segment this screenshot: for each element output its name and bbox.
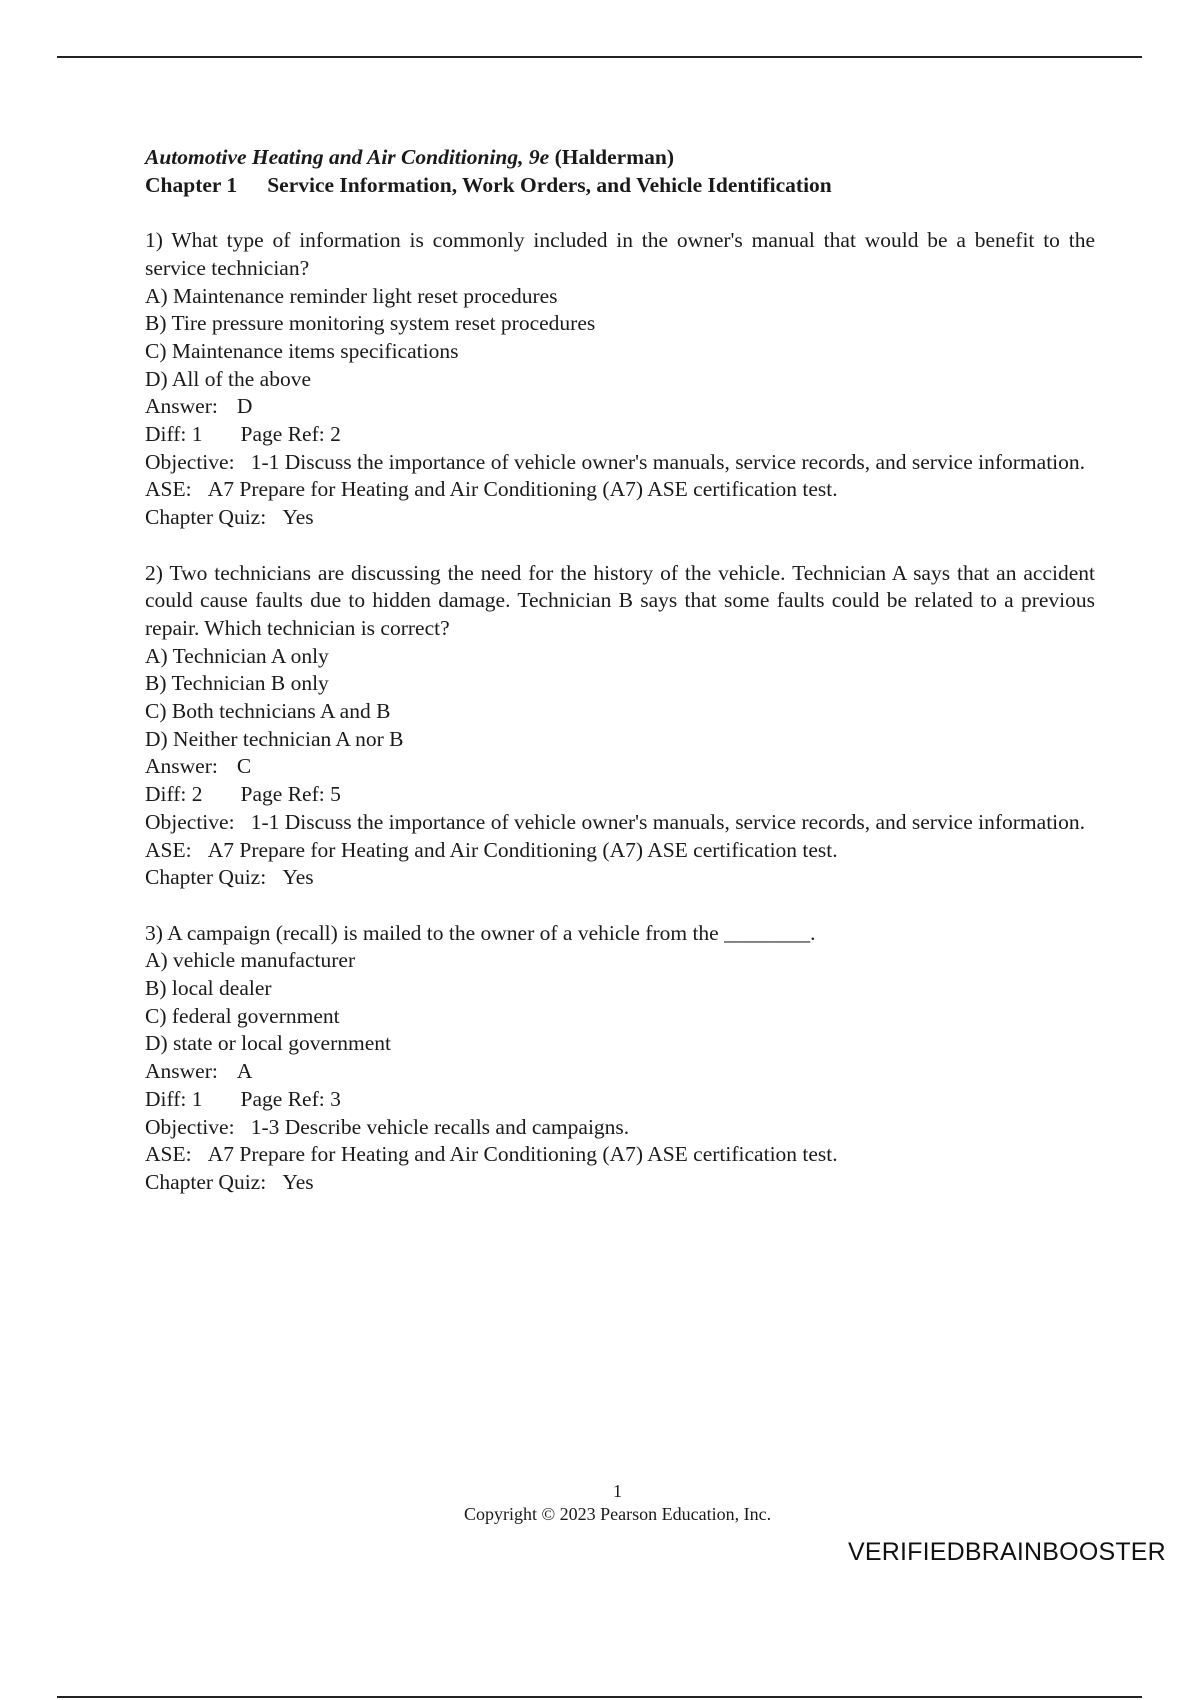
book-author: (Halderman) bbox=[554, 145, 674, 169]
quiz-value: Yes bbox=[282, 865, 314, 890]
page-ref: Page Ref: 5 bbox=[240, 782, 341, 807]
difficulty: Diff: 1 bbox=[145, 1086, 203, 1111]
question-text: 1) What type of information is commonly included in the owner's manual that would be a benefit to the service technician? bbox=[145, 228, 1095, 280]
quiz-label: Chapter Quiz: bbox=[145, 1169, 267, 1194]
document-body bbox=[145, 144, 1095, 1197]
quiz-line bbox=[145, 504, 1095, 532]
book-title-italic: Automotive Heating and Air Conditioning, 9e bbox=[145, 145, 550, 169]
answer-value: D bbox=[236, 394, 253, 419]
quiz-value: Yes bbox=[282, 505, 314, 530]
answer-value: C bbox=[236, 754, 252, 779]
option-c: C) Maintenance items specifications bbox=[145, 338, 459, 363]
ase-line bbox=[145, 837, 1095, 865]
option-d: D) Neither technician A nor B bbox=[145, 726, 404, 751]
answer-label: Answer: bbox=[145, 394, 218, 419]
objective-text: 1-3 Describe vehicle recalls and campaigns. bbox=[250, 1114, 630, 1139]
page-ref: Page Ref: 2 bbox=[240, 422, 341, 447]
answer-line bbox=[145, 393, 1095, 421]
objective-line bbox=[145, 1114, 1095, 1142]
ase-text: A7 Prepare for Heating and Air Conditioning (A7) ASE certification test. bbox=[207, 1142, 838, 1167]
objective-text: 1-1 Discuss the importance of vehicle owner's manuals, service records, and service information. bbox=[250, 809, 1086, 834]
chapter-label: Chapter 1 bbox=[145, 172, 238, 197]
objective-line bbox=[145, 449, 1095, 477]
option-b: B) local dealer bbox=[145, 976, 272, 1001]
question-text: 2) Two technicians are discussing the need for the history of the vehicle. Technician A says that an accident could cause faults due to hidden damage. Technician B says that some faults could be related to a previous repair. Which technician is correct? bbox=[145, 560, 1095, 640]
option-d: D) All of the above bbox=[145, 366, 311, 391]
objective-line bbox=[145, 809, 1095, 837]
answer-line bbox=[145, 753, 1095, 781]
question-3 bbox=[145, 920, 1095, 1197]
answer-line bbox=[145, 1058, 1095, 1086]
copyright-notice: Copyright © 2023 Pearson Education, Inc. bbox=[463, 1504, 772, 1524]
quiz-line bbox=[145, 864, 1095, 892]
chapter-title: Service Information, Work Orders, and Vehicle Identification bbox=[267, 172, 832, 197]
objective-text: 1-1 Discuss the importance of vehicle owner's manuals, service records, and service information. bbox=[250, 449, 1086, 474]
option-a: A) Technician A only bbox=[145, 643, 329, 668]
answer-label: Answer: bbox=[145, 1059, 218, 1084]
ase-label: ASE: bbox=[145, 837, 192, 862]
question-1 bbox=[145, 227, 1095, 532]
diff-line bbox=[145, 781, 1095, 809]
option-d: D) state or local government bbox=[145, 1031, 391, 1056]
ase-text: A7 Prepare for Heating and Air Conditioning (A7) ASE certification test. bbox=[207, 477, 838, 502]
option-a: A) vehicle manufacturer bbox=[145, 948, 356, 973]
quiz-label: Chapter Quiz: bbox=[145, 505, 267, 530]
ase-text: A7 Prepare for Heating and Air Conditioning (A7) ASE certification test. bbox=[207, 837, 838, 862]
top-rule bbox=[57, 56, 1142, 58]
answer-label: Answer: bbox=[145, 754, 218, 779]
question-2 bbox=[145, 560, 1095, 892]
option-a: A) Maintenance reminder light reset procedures bbox=[145, 283, 558, 308]
quiz-label: Chapter Quiz: bbox=[145, 865, 267, 890]
ase-label: ASE: bbox=[145, 1142, 192, 1167]
watermark-text: VERIFIEDBRAINBOOSTER bbox=[848, 1538, 1166, 1566]
page-number: 1 bbox=[613, 1481, 622, 1501]
ase-label: ASE: bbox=[145, 477, 192, 502]
quiz-value: Yes bbox=[282, 1169, 314, 1194]
option-c: C) federal government bbox=[145, 1003, 340, 1028]
objective-label: Objective: bbox=[145, 1114, 235, 1139]
quiz-line bbox=[145, 1169, 1095, 1197]
book-title bbox=[145, 144, 1095, 172]
ase-line bbox=[145, 476, 1095, 504]
option-b: B) Technician B only bbox=[145, 671, 329, 696]
question-text: 3) A campaign (recall) is mailed to the owner of a vehicle from the ________. bbox=[145, 920, 816, 945]
ase-line bbox=[145, 1141, 1095, 1169]
difficulty: Diff: 2 bbox=[145, 782, 203, 807]
diff-line bbox=[145, 1086, 1095, 1114]
chapter-heading bbox=[145, 172, 1095, 200]
difficulty: Diff: 1 bbox=[145, 422, 203, 447]
diff-line bbox=[145, 421, 1095, 449]
bottom-rule bbox=[57, 1696, 1142, 1698]
option-b: B) Tire pressure monitoring system reset procedures bbox=[145, 311, 596, 336]
option-c: C) Both technicians A and B bbox=[145, 699, 391, 724]
objective-label: Objective: bbox=[145, 809, 235, 834]
objective-label: Objective: bbox=[145, 449, 235, 474]
answer-value: A bbox=[236, 1059, 253, 1084]
page-ref: Page Ref: 3 bbox=[240, 1086, 341, 1111]
